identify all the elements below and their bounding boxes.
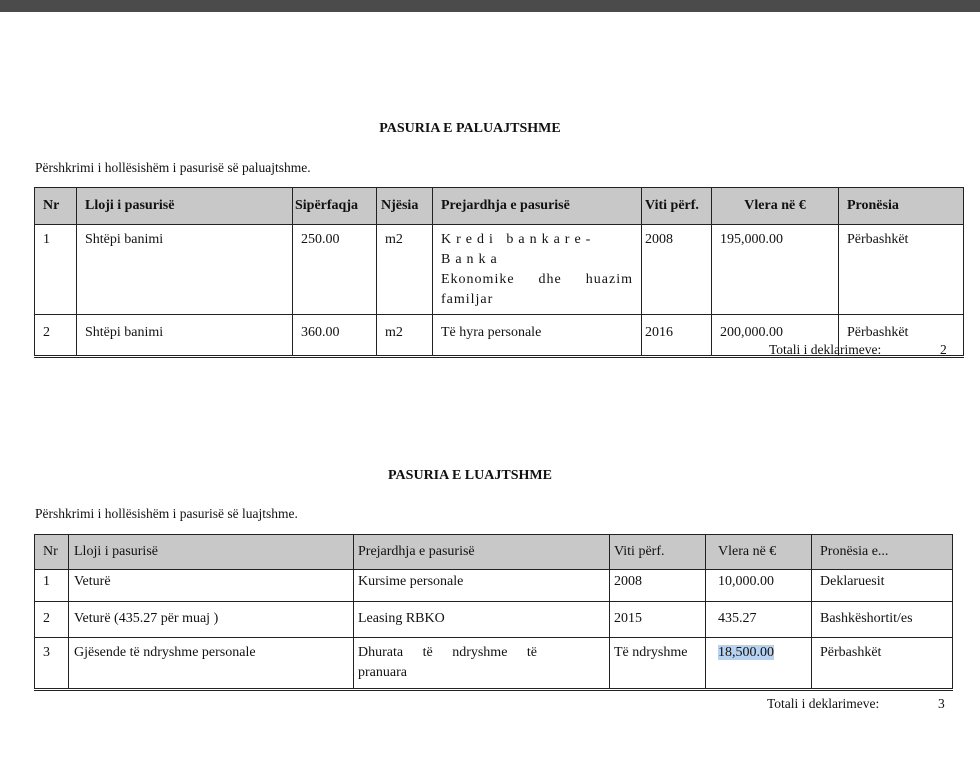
- cell-ownership: Bashkëshortit/es: [812, 602, 953, 638]
- section-description-immovable: Përshkrimi i hollësishëm i pasurisë së paluajtshme.: [35, 160, 311, 175]
- total-value-movable: 3: [938, 696, 945, 711]
- section-description-movable: Përshkrimi i hollësishëm i pasurisë së luajtshme.: [35, 506, 298, 521]
- header-ownership: Pronësia: [839, 188, 964, 225]
- cell-type: Veturë (435.27 për muaj ): [69, 602, 354, 638]
- table-row: [35, 225, 964, 315]
- cell-type: Gjësende të ndryshme personale: [69, 638, 354, 690]
- table-row: [35, 570, 953, 602]
- cell-value: 200,000.00: [712, 315, 839, 357]
- cell-type: Shtëpi banimi: [77, 225, 293, 315]
- cell-area: 360.00: [293, 315, 377, 357]
- header-unit: Njësia: [377, 188, 433, 225]
- cell-year: 2008: [642, 225, 712, 315]
- cell-unit: m2: [377, 225, 433, 315]
- total-value-immovable: 2: [940, 342, 947, 357]
- header-value: Vlera në €: [706, 535, 812, 570]
- section-title-movable: PASURIA E LUAJTSHME: [388, 468, 552, 483]
- cell-origin: Dhurata të ndryshme të pranuara: [354, 638, 610, 690]
- cell-year: 2008: [610, 570, 706, 602]
- cell-nr: 3: [35, 638, 69, 690]
- cell-nr: 1: [35, 570, 69, 602]
- table-row: [35, 602, 953, 638]
- cell-ownership: Përbashkët: [839, 315, 964, 357]
- header-nr: Nr: [35, 188, 77, 225]
- cell-ownership: Përbashkët: [839, 225, 964, 315]
- cell-origin: Kursime personale: [354, 570, 610, 602]
- total-label-immovable: Totali i deklarimeve:: [769, 342, 882, 357]
- total-label-movable: Totali i deklarimeve:: [767, 696, 880, 711]
- header-nr: Nr: [35, 535, 69, 570]
- selected-value-highlight[interactable]: 18,500.00: [718, 645, 774, 660]
- cell-origin: [433, 225, 642, 315]
- cell-origin-line-2: Ekonomike dhe huazim familjar: [441, 272, 633, 307]
- header-year: Viti përf.: [642, 188, 712, 225]
- cell-type: Veturë: [69, 570, 354, 602]
- cell-year: Të ndryshme: [610, 638, 706, 690]
- cell-type: Shtëpi banimi: [77, 315, 293, 357]
- immovable-property-table: [34, 187, 964, 358]
- header-ownership: Pronësia e...: [812, 535, 953, 570]
- cell-value: 435.27: [706, 602, 812, 638]
- cell-nr: 1: [35, 225, 77, 315]
- header-area: Sipërfaqja: [293, 188, 377, 225]
- cell-origin: Leasing RBKO: [354, 602, 610, 638]
- cell-area: 250.00: [293, 225, 377, 315]
- window-top-bar: [0, 0, 980, 12]
- movable-property-table: [34, 534, 953, 691]
- header-year: Viti përf.: [610, 535, 706, 570]
- header-origin: Prejardhja e pasurisë: [354, 535, 610, 570]
- cell-unit: m2: [377, 315, 433, 357]
- cell-value: 10,000.00: [706, 570, 812, 602]
- cell-value: 195,000.00: [712, 225, 839, 315]
- header-type: Lloji i pasurisë: [77, 188, 293, 225]
- cell-ownership: Deklaruesit: [812, 570, 953, 602]
- header-origin: Prejardhja e pasurisë: [433, 188, 642, 225]
- section-title-immovable: PASURIA E PALUAJTSHME: [379, 121, 561, 136]
- cell-year: 2016: [642, 315, 712, 357]
- table-header-row: [35, 188, 964, 225]
- header-type: Lloji i pasurisë: [69, 535, 354, 570]
- cell-nr: 2: [35, 315, 77, 357]
- table-row: [35, 638, 953, 690]
- header-value: Vlera në €: [712, 188, 839, 225]
- cell-origin: Të hyra personale: [433, 315, 642, 357]
- cell-nr: 2: [35, 602, 69, 638]
- cell-origin-line-1: Kredi bankare-Banka: [441, 232, 596, 267]
- cell-ownership: Përbashkët: [812, 638, 953, 690]
- cell-year: 2015: [610, 602, 706, 638]
- table-header-row: [35, 535, 953, 570]
- cell-value: [706, 638, 812, 690]
